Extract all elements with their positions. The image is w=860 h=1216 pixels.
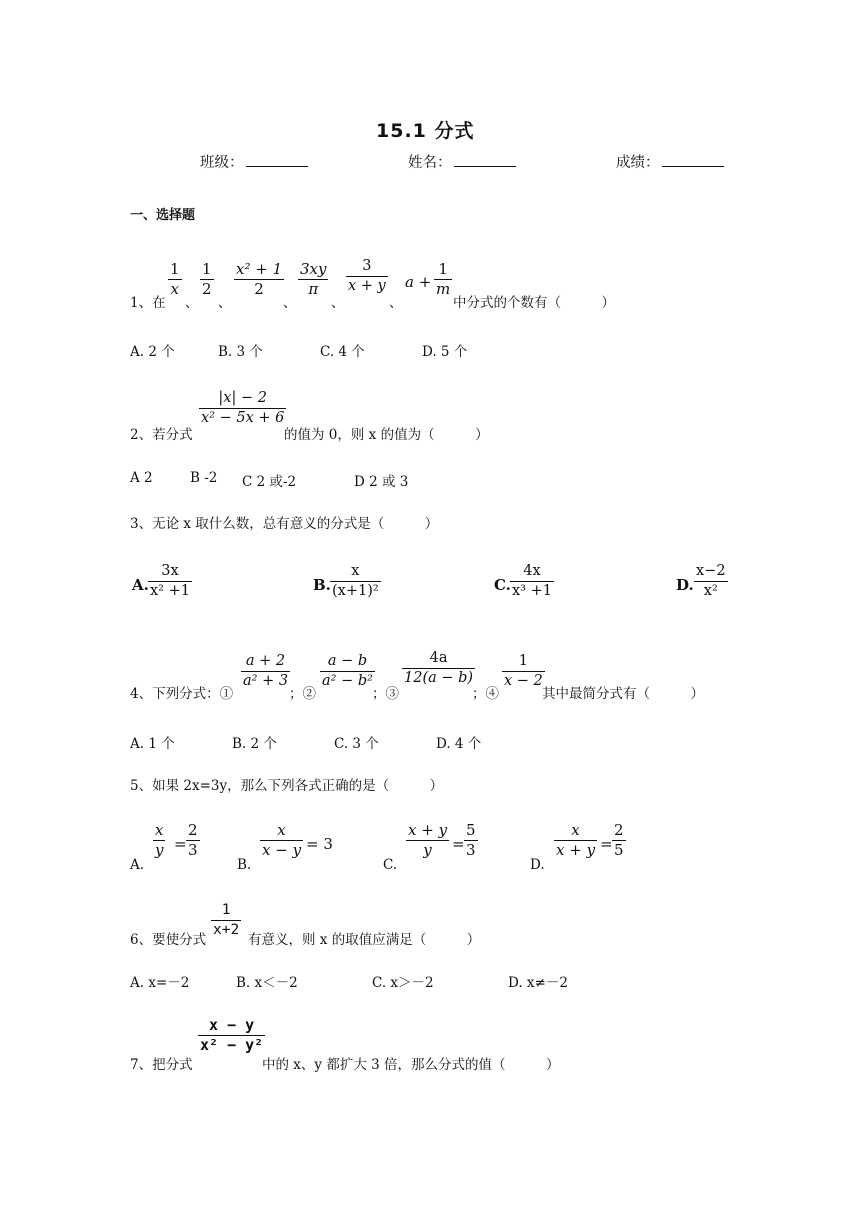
q5-c-rn: 5 (466, 821, 476, 839)
q4-option-c[interactable]: C. 3 个 (334, 736, 379, 752)
q4-frac-4 (502, 654, 545, 688)
q7-den: x² − y² (200, 1036, 264, 1054)
q2-suffix: 的值为 0，则 x 的值为（ ） (284, 427, 489, 443)
q3-option-d-label[interactable]: D. (676, 576, 694, 594)
q1-option-a[interactable]: A. 2 个 (130, 344, 175, 360)
q3-c-den: x³ +1 (512, 582, 552, 599)
q3-option-c-frac[interactable] (510, 564, 554, 598)
q4-suffix: 其中最简分式有（ ） (542, 686, 704, 702)
q1-frac-3 (234, 262, 284, 297)
q5-d-left[interactable] (554, 823, 597, 858)
q3-option-b-frac[interactable] (330, 564, 381, 598)
q3-a-num: 3x (161, 563, 179, 579)
q5-a-left[interactable] (153, 823, 165, 858)
q5-c-eq: = (452, 835, 465, 853)
q1-option-b[interactable]: B. 3 个 (218, 344, 263, 360)
q4-sep: ；④ (472, 686, 499, 702)
q3-c-num: 4x (523, 563, 541, 579)
q7-prefix: 7、把分式 (130, 1057, 193, 1073)
q1-frac-6 (434, 262, 452, 297)
q4-sep: ；② (289, 686, 316, 702)
q6-option-c[interactable]: C. x＞－2 (372, 975, 434, 991)
q1-sep: 、 (331, 295, 345, 311)
q1-f2-den: 2 (202, 280, 212, 298)
q6-num: 1 (221, 902, 231, 918)
q5-b-ld: x − y (262, 841, 302, 859)
q5-a-right[interactable] (186, 823, 200, 858)
q6-option-b[interactable]: B. x＜－2 (236, 975, 298, 991)
q4-frac-2 (320, 654, 375, 688)
q5-option-b-label[interactable]: B. (237, 857, 252, 873)
q3-option-a-frac[interactable] (148, 564, 192, 598)
q5-b-left[interactable] (260, 823, 303, 858)
q1-frac-5 (346, 259, 388, 293)
q1-frac-2 (200, 262, 214, 297)
q4-prefix: 4、下列分式：① (130, 686, 234, 702)
q5-option-c-label[interactable]: C. (383, 857, 398, 873)
q4-f3-num: 4a (429, 650, 448, 666)
q5-d-rd: 5 (614, 841, 624, 859)
q1-f4-den: π (308, 280, 319, 298)
q4-f4-num: 1 (518, 653, 528, 669)
q2-num: |x| − 2 (218, 390, 267, 406)
q1-frac-1 (168, 262, 182, 297)
class-blank[interactable] (246, 152, 308, 167)
q3-d-num: x−2 (696, 563, 726, 579)
q1-f1-den: x (170, 280, 179, 298)
q5-c-ld: y (423, 841, 432, 859)
score-blank[interactable] (662, 152, 724, 167)
q7-frac (198, 1018, 265, 1053)
q6-prefix: 6、要使分式 (130, 932, 207, 948)
name-field (408, 151, 516, 172)
q3-b-num: x (351, 563, 360, 579)
q5-option-d-label[interactable]: D. (530, 857, 545, 873)
q4-option-d[interactable]: D. 4 个 (436, 736, 482, 752)
q5-d-rn: 2 (614, 821, 624, 839)
q1-f4-num: 3xy (300, 260, 327, 278)
q1-option-d[interactable]: D. 5 个 (422, 344, 468, 360)
q6-option-d[interactable]: D. x≠－2 (508, 975, 568, 991)
q4-f3-den: 12(a − b) (404, 669, 474, 686)
q1-f6-den: m (436, 280, 451, 298)
q3-option-c-label[interactable]: C. (494, 576, 511, 594)
q7-num: x − y (209, 1016, 255, 1034)
q1-f6-num: 1 (438, 260, 448, 278)
q4-option-b[interactable]: B. 2 个 (232, 736, 277, 752)
q5-option-a-label[interactable]: A. (130, 857, 145, 873)
q2-option-c[interactable]: C 2 或-2 (242, 474, 297, 490)
q5-c-left[interactable] (406, 823, 449, 858)
name-blank[interactable] (454, 152, 516, 167)
q3-a-den: x² +1 (150, 582, 190, 599)
q4-f1-den: a² + 3 (243, 672, 289, 689)
score-field (616, 151, 724, 172)
q1-f2-num: 1 (202, 260, 212, 278)
q1-suffix: 中分式的个数有（ ） (453, 295, 615, 311)
score-label: 成绩： (616, 155, 660, 171)
q5-d-ln: x (571, 821, 580, 839)
q5-c-right[interactable] (464, 823, 478, 858)
q5-a-rn: 2 (188, 821, 198, 839)
q1-frac-4 (298, 262, 328, 297)
q7-suffix: 中的 x、y 都扩大 3 倍，那么分式的值（ ） (262, 1057, 560, 1073)
q4-frac-3 (402, 651, 475, 685)
q2-den: x² − 5x + 6 (201, 409, 285, 426)
q2-frac (199, 391, 286, 425)
q4-f2-num: a − b (327, 653, 368, 669)
q1-prefix: 1、在 (130, 295, 166, 311)
q1-f3-num: x² + 1 (236, 260, 283, 278)
q3-option-b-label[interactable]: B. (313, 576, 331, 594)
q6-option-a[interactable]: A. x=－2 (130, 975, 190, 991)
q4-f1-num: a + 2 (245, 653, 286, 669)
page-title: 15.1 分式 (376, 120, 475, 142)
q4-sep: ；③ (372, 686, 399, 702)
q5-a-rd: 3 (188, 841, 198, 859)
q5-a-ld: y (155, 841, 164, 859)
q4-frac-1 (241, 654, 290, 688)
q1-f3-den: 2 (254, 280, 264, 298)
q5-b-ln: x (277, 821, 286, 839)
q4-f4-den: x − 2 (504, 672, 543, 689)
q1-f6-pre: a + (405, 273, 432, 291)
q2-option-a[interactable]: A 2 (130, 470, 153, 486)
q1-option-c[interactable]: C. 4 个 (320, 344, 365, 360)
q3-option-a-label[interactable]: A. (132, 576, 149, 594)
q2-option-d[interactable]: D 2 或 3 (354, 474, 409, 490)
q2-prefix: 2、若分式 (130, 427, 193, 443)
q1-sep: 、 (218, 295, 232, 311)
q5-c-rd: 3 (466, 841, 476, 859)
q4-option-a[interactable]: A. 1 个 (130, 736, 175, 752)
q5-b-eq: = 3 (306, 835, 333, 853)
q1-f1-num: 1 (170, 260, 180, 278)
q3-d-den: x² (703, 582, 718, 599)
class-label: 班级： (200, 155, 244, 171)
q5-question: 5、如果 2x=3y，那么下列各式正确的是（ ） (130, 778, 444, 794)
name-label: 姓名： (408, 155, 452, 171)
q1-sep: 、 (389, 295, 403, 311)
q1-f5-den: x + y (348, 277, 386, 294)
section-heading: 一、选择题 (130, 208, 196, 223)
q4-f2-den: a² − b² (322, 672, 373, 689)
q2-option-b[interactable]: B -2 (190, 470, 218, 486)
q5-a-ln: x (155, 821, 164, 839)
q5-a-eq: = (174, 835, 187, 853)
q5-c-ln: x + y (408, 821, 448, 839)
q5-d-eq: = (600, 835, 613, 853)
q6-suffix: 有意义，则 x 的取值应满足（ ） (248, 932, 481, 948)
class-field (200, 151, 308, 172)
q1-sep: 、 (185, 295, 199, 311)
q6-den: x+2 (213, 921, 240, 938)
q3-question: 3、无论 x 取什么数，总有意义的分式是（ ） (130, 516, 439, 532)
q1-sep: 、 (283, 295, 297, 311)
q1-f5-num: 3 (362, 258, 372, 274)
q6-frac (211, 903, 241, 937)
q3-option-d-frac[interactable] (694, 564, 728, 598)
q3-b-den: (x+1)² (332, 582, 379, 599)
q5-d-right[interactable] (612, 823, 626, 858)
q5-d-ld: x + y (556, 841, 596, 859)
